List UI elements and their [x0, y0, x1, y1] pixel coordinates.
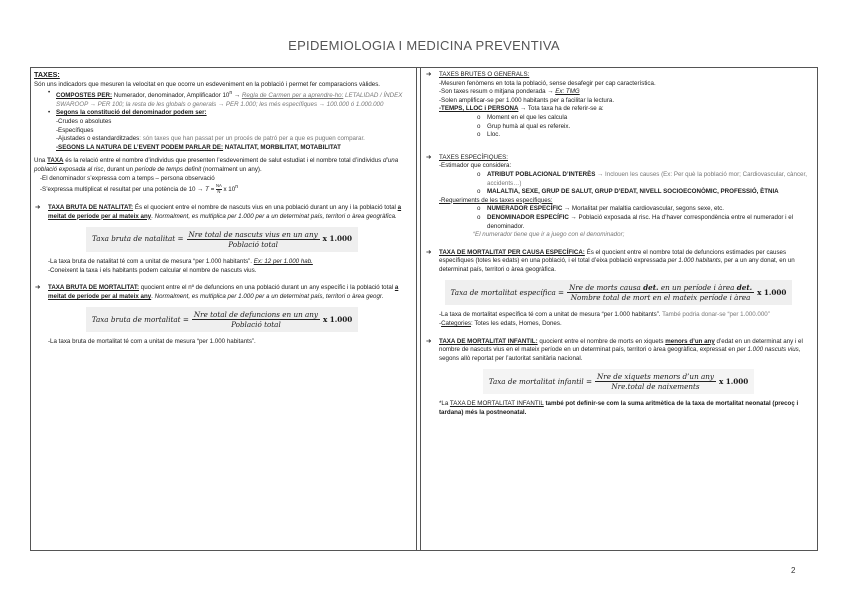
- left-column: [34, 71, 410, 347]
- numerador-note: “El numerador tiene que ir a juego con el denominador;: [473, 231, 625, 239]
- brutes-line-3: -Solen amplificar-se per 1.000 habitants per a facilitar la lectura.: [439, 96, 615, 104]
- crudes-line: -Crudes o absolutes: [56, 118, 112, 126]
- infantil-section: ➔ TAXA DE MORTALITAT INFANTIL: quocient entre el nombre de morts en xiquets menors d’un any d’edat en un determinat any i el nombre de nascuts vius en el mateix període en un determinat país, territori o àrea geogràfica, expressat en per 1.000 nascuts vius, segons allò reportat per l’autoritat sanitària nacional.: [425, 338, 812, 364]
- especifiques-line: -Específiques: [56, 126, 94, 134]
- causa-unit: -La taxa de mortalitat específica té com a unitat de mesura “per 1.000 habitants”. També podria donar-se “per 1.000.000”: [439, 311, 770, 319]
- causa-formula: Taxa de mortalitat específica = $\frac{\text{Nre de morts causa det. en un període i àrea det.}}{\text{Nombre total de mort en el mateix període i àrea}}$ x 1.000: [425, 280, 812, 305]
- infantil-note: *La TAXA DE MORTALITAT INFANTIL també pot definir-se com la suma aritmètica de la taxa de mortalitat neonatal (precoç i tardana) més la postneonatal.: [439, 400, 799, 417]
- coneixent-line: -Coneixent la taxa i els habitants podem calcular el nombre de nascuts vius.: [48, 266, 257, 274]
- brutes-heading: ➔ TAXES BRUTES O GENERALS:: [425, 71, 812, 80]
- page-number: 2: [791, 566, 796, 575]
- especifiques-heading: ➔ TAXES ESPECÍFIQUES:: [425, 154, 812, 163]
- taxes-intro: Són uns indicadors que mesuren la velocitat en que ocorre un esdeveniment en la població i permet fer comparacions vàlides.: [34, 80, 381, 88]
- mortalitat-section: ➔ TAXA BRUTA DE MORTALITAT: quocient entre el nº de defuncions en una població durant un any específic i la població total a meitat de període per al mateix any. Normalment, es multiplica per 1.000 per a un determinat país, territori o àrea geogr.: [34, 284, 410, 301]
- temps-item: o Moment en el que les calcula: [425, 114, 812, 123]
- right-column: [425, 71, 812, 418]
- notes-table: [30, 67, 818, 551]
- numerador-item: o NUMERADOR ESPECÍFIC → Mortalitat per malaltia cardiovascular, segons sexe, etc.: [425, 205, 812, 214]
- mortalitat-formula: Taxa bruta de mortalitat = $\frac{\text{Nre total de defuncions en un any}}{\text{Població total}}$ x 1.000: [34, 307, 410, 332]
- compostes-item: • COMPOSTES PER: Numerador, denominador, Amplificador $10^n$ → Regla de Carmen per a aprendre-ho: LETALIDAD / ÍNDEX SWAROOP → PER 100; la resta de les globals o generals → PER 1.000; les més específiques → 100.000 ó 1.000.000: [34, 89, 410, 109]
- segons-item: • Segons la constitució del denominador podem ser:: [34, 109, 410, 118]
- segons-event-line: -SEGONS LA NATURA DE L’EVENT PODEM PARLAR DE: NATALITAT, MORBILITAT, MOTABILITAT: [56, 143, 341, 151]
- estimador-line: -Estimador que considera:: [439, 162, 512, 170]
- mortalitat-unit: -La taxa bruta de mortalitat té com a unitat de mesura “per 1.000 habitants”.: [48, 338, 256, 346]
- temps-item: o Lloc.: [425, 131, 812, 140]
- temps-item: o Grup humà al qual es refereix.: [425, 123, 812, 132]
- atribut-item: o ATRIBUT POBLACIONAL D’INTERÈS → Inclouen les causes (Ex: Per què la població mor; Cardiovascular, càncer, accidents…): [425, 171, 812, 188]
- temps-line: -TEMPS, LLOC i PERSONA → Tota taxa ha de referir-se a:: [439, 105, 604, 113]
- denominador-line: -El denominador s’expressa com a temps – persona observació: [40, 174, 215, 182]
- categories-line: -Categories: Totes les edats, Homes, Dones.: [439, 320, 562, 328]
- causa-section: ➔ TAXA DE MORTALITAT PER CAUSA ESPECÍFICA: És el quocient entre el nombre total de defuncions estimades per causes específiques (totes les edats) en una població, i el total d’eixa població expressada per 1.000 habitants, per a un any donat, en un determinat país, territori o àrea geogràfica.: [425, 249, 812, 275]
- brutes-line-2: -Son taxes resum o mitjana ponderada → Ex: TMG: [439, 88, 580, 96]
- page-title: EPIDEMIOLOGIA I MEDICINA PREVENTIVA: [288, 38, 560, 53]
- una-taxa-definition: Una TAXA és la relació entre el nombre d’individus que presenten l’esdeveniment de salut estudiat i el nombre total d’individus d’una població exposada al risc, durant un període de temps definit (normalment un any).: [34, 157, 399, 173]
- natalitat-formula: Taxa bruta de natalitat = $\frac{\text{Nre total de nascuts vius en un any}}{\text{Població total}}$ x 1.000: [34, 227, 410, 252]
- malaltia-item: o MALALTIA, SEXE, GRUP DE SALUT, GRUP D’EDAT, NIVELL SOCIOECONÒMIC, PROFESSIÓ, ÈTNIA: [425, 188, 812, 197]
- expressa-line: -S’expressa multiplicat el resultat per una potència de 10 → T = $\frac{NA}{N}$ x 10$^n$: [40, 183, 239, 195]
- denominador-item: o DENOMINADOR ESPECÍFIC → Població exposada al risc. Ha d’haver correspondència entre el numerador i el denominador.: [425, 214, 812, 231]
- natalitat-unit: -La taxa bruta de natalitat té com a unitat de mesura “per 1.000 habitants”. Ex: 12 per 1.000 hab.: [48, 258, 313, 266]
- infantil-formula: Taxa de mortalitat infantil = $\frac{\text{Nre de xiquets menors d’un any}}{\text{Nre.total de naixements}}$ x 1.000: [425, 369, 812, 394]
- requeriments-line: -Requeriments de les taxes específiques:: [439, 196, 553, 204]
- natalitat-section: ➔ TAXA BRUTA DE NATALITAT: És el quocient entre el nombre de nascuts vius en una població durant un any i la població total a meitat de període per al mateix any. Normalment, es multiplica per 1.000 per a un determinat país, territori o àrea geogràfica.: [34, 204, 410, 221]
- brutes-line-1: -Mesuren fenòmens en tota la població, sense desafegir per cap característica.: [439, 79, 656, 87]
- ajustades-line: -Ajustades o estandarditzades: són taxes que han passat per un procés de patró per a que es puguen comparar.: [56, 135, 365, 143]
- column-divider: [416, 68, 421, 550]
- taxes-heading: TAXES:: [34, 70, 60, 79]
